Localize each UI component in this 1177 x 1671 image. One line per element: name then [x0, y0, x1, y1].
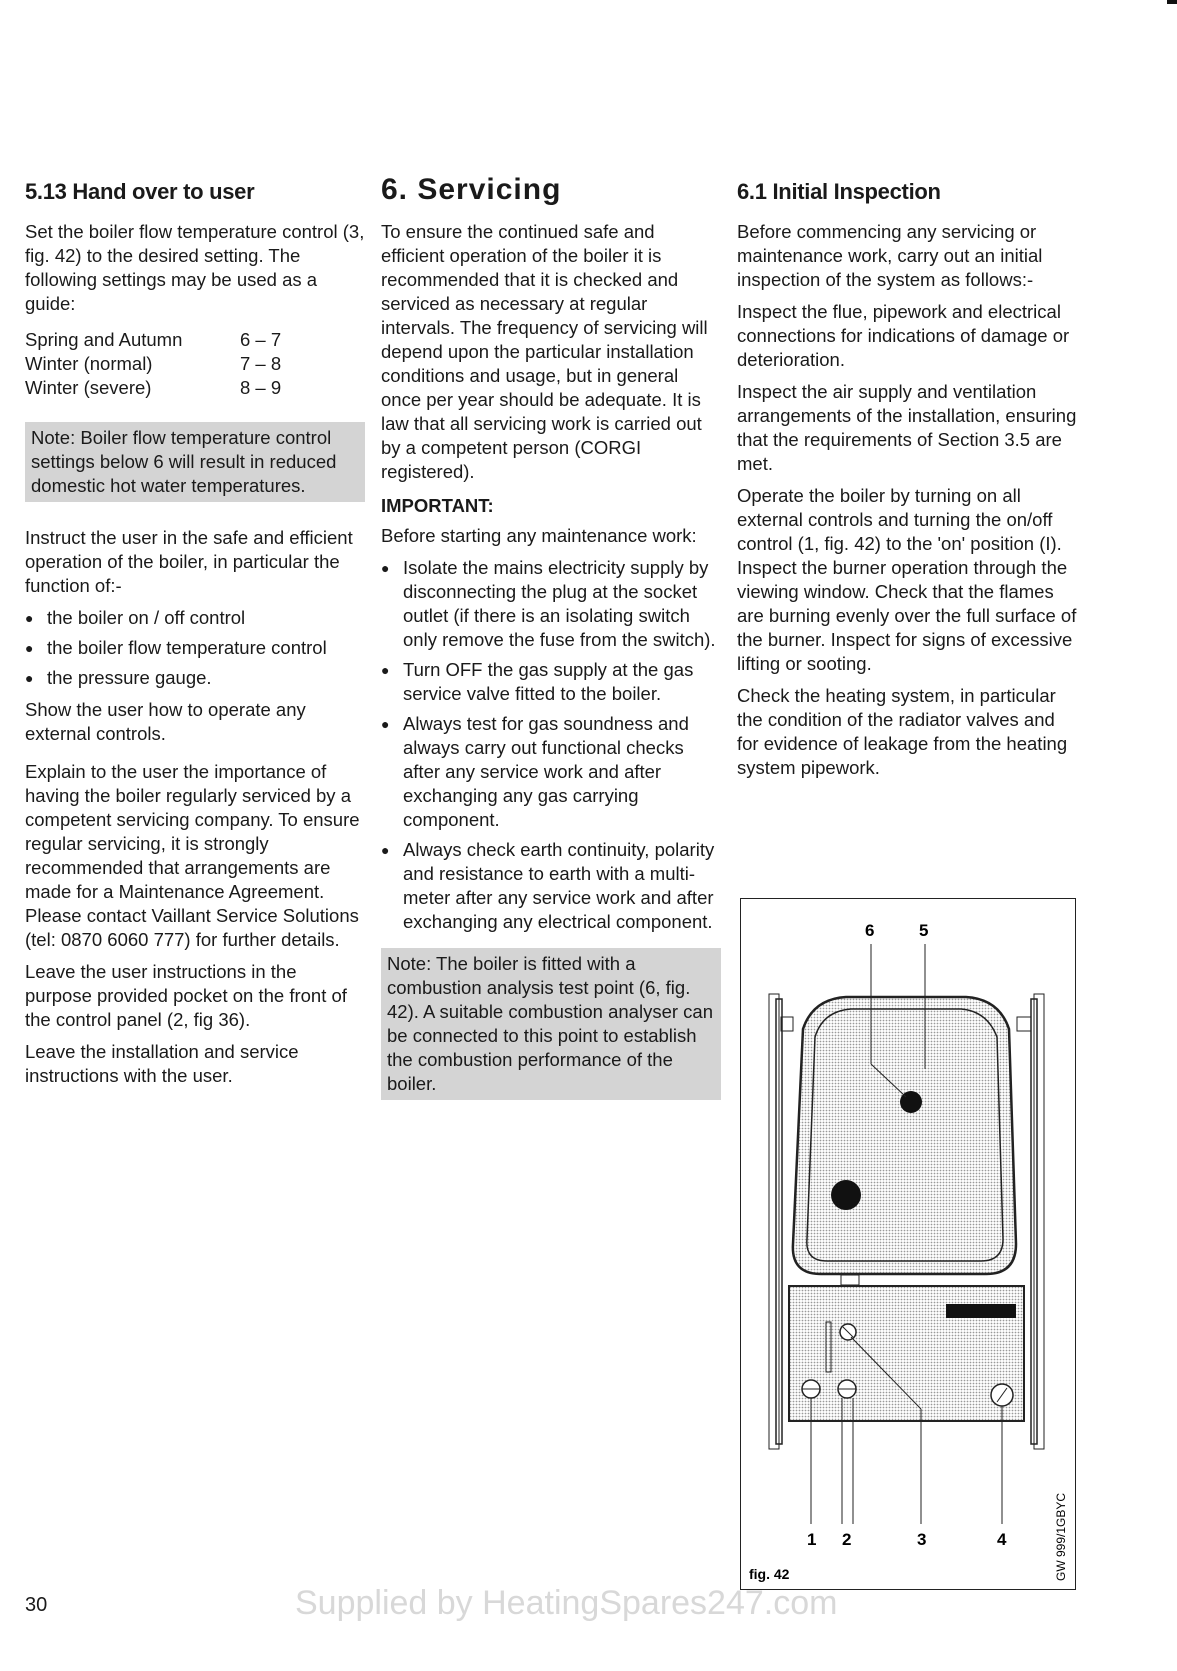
figure-caption: fig. 42 — [749, 1566, 790, 1582]
function-list — [25, 606, 365, 690]
watermark: Supplied by HeatingSpares247.com — [295, 1584, 838, 1622]
section-heading-5-13: 5.13 Hand over to user — [25, 179, 255, 204]
left-bracket — [769, 994, 779, 1449]
page-number: 30 — [25, 1594, 48, 1616]
check-heating-paragraph: Check the heating system, in particular the condition of the radiator valves and for evidence of leakage from the heating system pipework. — [737, 685, 1068, 778]
label-3: 3 — [917, 1530, 927, 1549]
setting-label: Winter (severe) — [25, 377, 152, 398]
setting-value: 8 – 9 — [240, 377, 282, 398]
label-1: 1 — [807, 1530, 817, 1549]
leave-instructions-paragraph: Leave the user instructions in the purpose provided pocket on the front of the control panel (2, fig 36). — [25, 961, 347, 1030]
column-servicing — [381, 173, 721, 1124]
explain-paragraph: Explain to the user the importance of having the boiler regularly serviced by a competent servicing company. To ensure regular servicing, it is strongly recommended that arrangements are made for a Maintenance Agreement. Please contact Vaillant Service Solutions (tel: 0870 6060 777) for further details. — [25, 761, 360, 950]
list-item: ● Always test for gas soundness and always carry out functional checks after any service work and after exchanging any gas carrying component. — [381, 712, 721, 832]
right-bracket — [1034, 994, 1044, 1449]
section-heading-6-1: 6.1 Initial Inspection — [737, 179, 941, 204]
setting-label: Winter (normal) — [25, 353, 153, 374]
boiler-diagram — [741, 899, 1075, 1589]
intro-paragraph: Set the boiler flow temperature control (3, fig. 42) to the desired setting. The following settings may be used as a guide: — [25, 221, 365, 314]
bracket — [781, 1017, 793, 1031]
inspect-air-paragraph: Inspect the air supply and ventilation arrangements of the installation, ensuring that the requirements of Section 3.5 are met. — [737, 381, 1077, 474]
inspect-flue-paragraph: Inspect the flue, pipework and electrical connections for indications of damage or deterioration. — [737, 301, 1070, 370]
column-initial-inspection — [737, 180, 1077, 788]
note-box: Note: Boiler flow temperature control settings below 6 will result in reduced domestic hot water temperatures. — [25, 422, 365, 502]
bracket — [1017, 1017, 1031, 1031]
figure-code: GW 999/1GBYC — [1054, 1492, 1068, 1581]
setting-value: 7 – 8 — [240, 353, 282, 374]
figure-42 — [740, 898, 1076, 1590]
column-hand-over — [25, 180, 365, 1096]
display-bar — [946, 1304, 1016, 1318]
instruct-paragraph: Instruct the user in the safe and efficient operation of the boiler, in particular the function of:- — [25, 527, 353, 596]
show-paragraph: Show the user how to operate any external controls. — [25, 699, 306, 744]
setting-label: Spring and Autumn — [25, 329, 183, 350]
chapter-heading-servicing: 6. Servicing — [381, 173, 562, 206]
maintenance-list — [381, 556, 721, 934]
corner-mark — [1167, 0, 1177, 4]
heat-exchanger — [793, 997, 1016, 1274]
label-4: 4 — [997, 1530, 1007, 1549]
operate-boiler-paragraph: Operate the boiler by turning on all external controls and turning the on/off control (1, fig. 42) to the 'on' position (I). Inspect the burner operation through the viewing window. Check that the flames are burning evenly over the full surface of the burner. Inspect for signs of excessive lifting or sooting. — [737, 485, 1077, 674]
list-item: ● Always check earth continuity, polarity and resistance to earth with a multi-meter after any service work and after exchanging any electrical component. — [381, 838, 721, 934]
before-paragraph: Before starting any maintenance work: — [381, 525, 697, 546]
leave-installation-paragraph: Leave the installation and service instructions with the user. — [25, 1041, 299, 1086]
list-item: ● the boiler flow temperature control — [25, 636, 365, 660]
inspection-intro: Before commencing any servicing or maintenance work, carry out an initial inspection of the system as follows:- — [737, 221, 1043, 290]
list-item: ● Isolate the mains electricity supply by disconnecting the plug at the socket outlet (if there is an isolating switch only remove the fuse from the switch). — [381, 556, 721, 652]
label-5: 5 — [919, 921, 929, 940]
servicing-intro: To ensure the continued safe and efficient operation of the boiler it is recommended that it is checked and serviced as necessary at regular intervals. The frequency of servicing will depend upon the particular installation conditions and usage, but in general once per year should be adequate. It is law that all servicing work is carried out by a competent person (CORGI registered). — [381, 221, 708, 482]
note-box: Note: The boiler is fitted with a combustion analysis test point (6, fig. 42). A suitable combustion analyser can be connected to this point to establish the combustion performance of the boiler. — [381, 948, 721, 1100]
connector — [841, 1275, 859, 1285]
settings-table — [25, 328, 365, 400]
flue-outlet — [831, 1180, 861, 1210]
label-2: 2 — [842, 1530, 852, 1549]
important-label: IMPORTANT: — [381, 495, 494, 516]
list-item: ● Turn OFF the gas supply at the gas service valve fitted to the boiler. — [381, 658, 721, 706]
label-6: 6 — [865, 921, 875, 940]
list-item: ● the boiler on / off control — [25, 606, 365, 630]
setting-value: 6 – 7 — [240, 329, 282, 350]
list-item: ● the pressure gauge. — [25, 666, 365, 690]
